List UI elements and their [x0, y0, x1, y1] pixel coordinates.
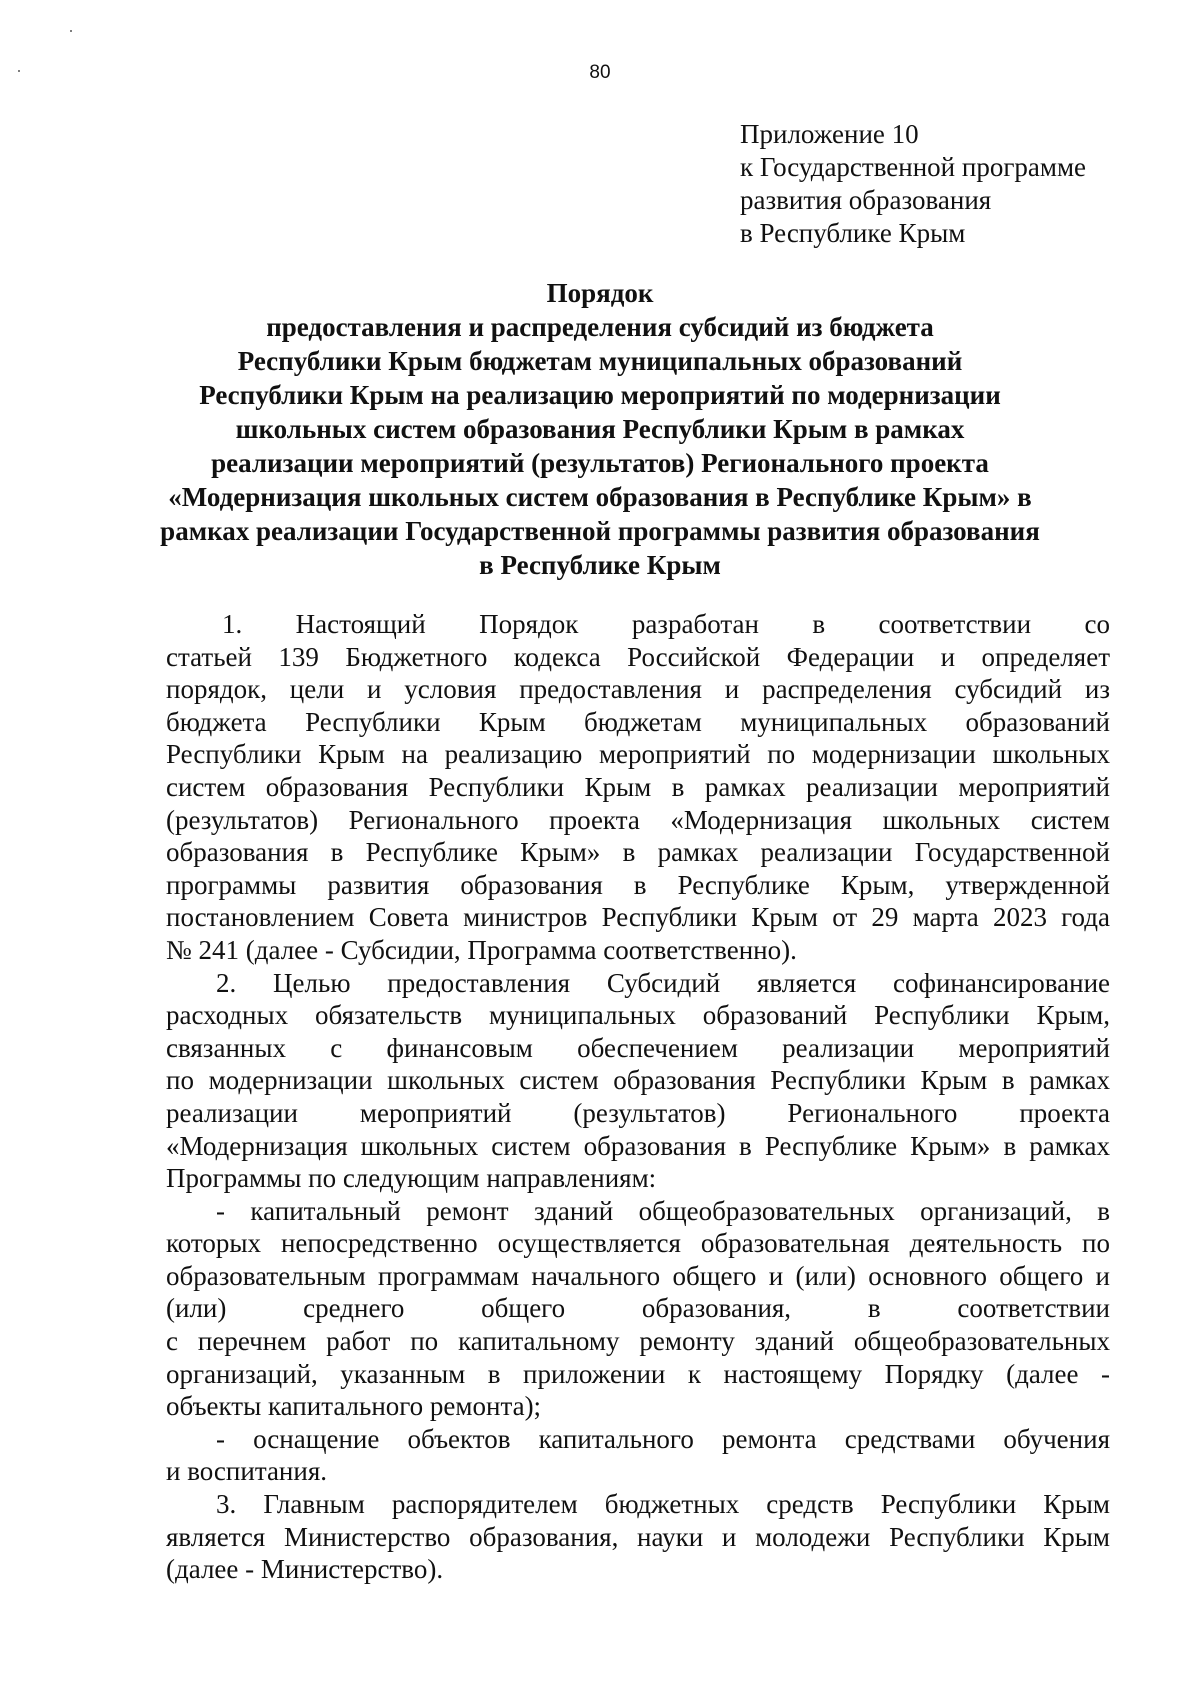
text-line: организаций, указанным в приложении к настоящему Порядку (далее - — [166, 1358, 1110, 1389]
document-title — [150, 276, 1050, 582]
text-line: которых непосредственно осуществляется образовательная деятельность по — [166, 1228, 1110, 1259]
title-line: Республики Крым бюджетам муниципальных образований — [237, 346, 963, 376]
text-line: по модернизации школьных систем образования Республики Крым в рамках — [166, 1065, 1110, 1096]
paragraph-2 — [166, 967, 1110, 1195]
text-line: № 241 (далее - Субсидии, Программа соответственно). — [166, 934, 797, 965]
paragraph-1 — [166, 608, 1110, 967]
text-line: - капитальный ремонт зданий общеобразовательных организаций, в — [216, 1195, 1110, 1226]
text-line: бюджета Республики Крым бюджетам муниципальных образований — [166, 706, 1110, 737]
text-line: «Модернизация школьных систем образования в Республике Крым» в рамках — [166, 1130, 1110, 1161]
title-line: в Республике Крым — [479, 550, 721, 580]
text-line: - оснащение объектов капитального ремонта средствами обучения — [216, 1423, 1110, 1454]
title-line: рамках реализации Государственной программы развития образования — [160, 516, 1040, 546]
appendix-line: Приложение 10 — [740, 119, 919, 149]
appendix-line: в Республике Крым — [740, 218, 966, 248]
text-line: является Министерство образования, науки и молодежи Республики Крым — [166, 1521, 1110, 1552]
title-line: школьных систем образования Республики Крым в рамках — [235, 414, 965, 444]
title-line: Республики Крым на реализацию мероприятий по модернизации — [199, 380, 1001, 410]
text-line: (далее - Министерство). — [166, 1554, 444, 1585]
text-line: и воспитания. — [166, 1456, 327, 1487]
text-line: Республики Крым на реализацию мероприятий по модернизации школьных — [166, 739, 1110, 770]
scan-speck — [70, 30, 72, 32]
text-line: образования в Республике Крым» в рамках реализации Государственной — [166, 837, 1110, 868]
text-line: (результатов) Регионального проекта «Модернизация школьных систем — [166, 804, 1110, 835]
text-line: объекты капитального ремонта); — [166, 1391, 542, 1422]
paragraph-3 — [166, 1488, 1110, 1586]
title-line: предоставления и распределения субсидий из бюджета — [266, 312, 934, 342]
title-line: Порядок — [546, 278, 654, 308]
text-line: 1. Настоящий Порядок разработан в соответствии со — [222, 609, 1110, 639]
text-line: с перечнем работ по капитальному ремонту зданий общеобразовательных — [166, 1326, 1110, 1357]
appendix-header — [740, 118, 1086, 250]
document-body — [166, 608, 1110, 1586]
text-line: статьей 139 Бюджетного кодекса Российской Федерации и определяет — [166, 641, 1110, 672]
text-line: связанных с финансовым обеспечением реализации мероприятий — [166, 1032, 1110, 1063]
text-line: реализации мероприятий (результатов) Регионального проекта — [166, 1097, 1110, 1128]
text-line: (или) среднего общего образования, в соответствии — [166, 1293, 1110, 1324]
paragraph-list-item-1 — [166, 1195, 1110, 1423]
title-line: реализации мероприятий (результатов) Регионального проекта — [211, 448, 989, 478]
paragraph-list-item-2 — [166, 1423, 1110, 1488]
text-line: образовательным программам начального общего и (или) основного общего и — [166, 1260, 1110, 1291]
text-line: расходных обязательств муниципальных образований Республики Крым, — [166, 1000, 1110, 1031]
text-line: систем образования Республики Крым в рамках реализации мероприятий — [166, 771, 1110, 802]
text-line: Программы по следующим направлениям: — [166, 1163, 657, 1194]
text-line: 3. Главным распорядителем бюджетных средств Республики Крым — [216, 1489, 1110, 1520]
appendix-line: к Государственной программе — [740, 152, 1087, 182]
title-line: «Модернизация школьных систем образования в Республике Крым» в — [168, 482, 1032, 512]
text-line: программы развития образования в Республике Крым, утвержденной — [166, 869, 1110, 900]
text-line: постановлением Совета министров Республики Крым от 29 марта 2023 года — [166, 902, 1110, 933]
text-line: порядок, цели и условия предоставления и распределения субсидий из — [166, 674, 1110, 705]
appendix-line: развития образования — [740, 185, 992, 215]
page-number: 80 — [589, 62, 611, 83]
text-line: 2. Целью предоставления Субсидий является софинансирование — [216, 967, 1110, 998]
